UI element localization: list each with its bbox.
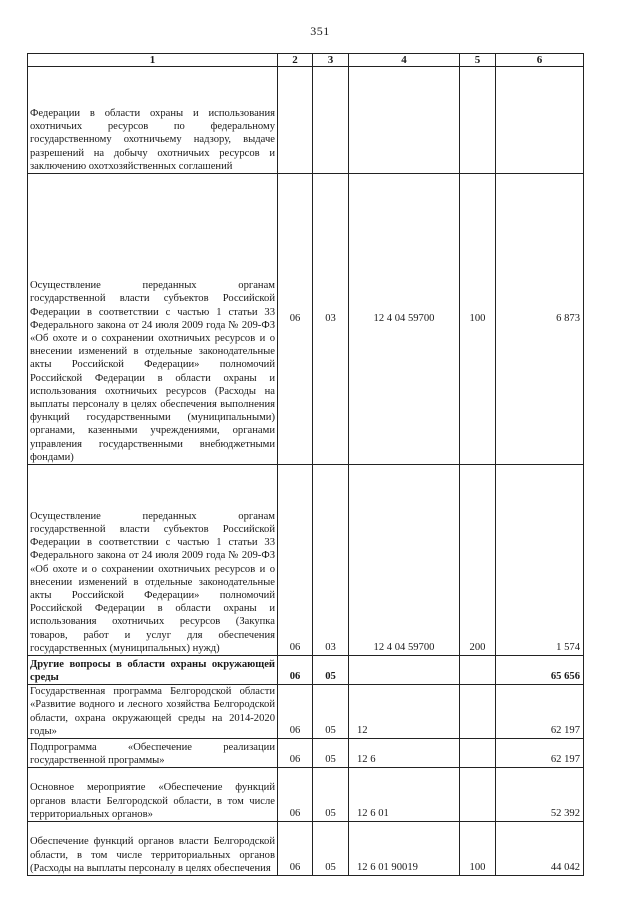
page-number: 351 — [310, 24, 330, 38]
budget-table — [27, 53, 584, 876]
row-target-article: 12 6 — [349, 739, 460, 768]
row-amount: 44 042 — [496, 822, 584, 876]
table-header-row — [28, 54, 584, 67]
row-amount: 65 656 — [496, 656, 584, 685]
row-section: 06 — [278, 465, 313, 656]
table-row — [28, 685, 584, 739]
row-section: 06 — [278, 174, 313, 465]
row-section: 06 — [278, 739, 313, 768]
row-subsection: 03 — [313, 174, 349, 465]
row-subsection: 05 — [313, 822, 349, 876]
row-target-article: 12 — [349, 685, 460, 739]
row-section: 06 — [278, 685, 313, 739]
row-description: Осуществление переданных органам государственной власти субъектов Российской Федерации в соответствии с частью 1 статьи 33 Федерального закона от 24 июля 2009 года № 209-ФЗ «Об охоте и о сохранении охотничьих ресурсов и о внесении изменений в отдельные законодательные акты Российской Федерации» полномочий Российской Федерации в области охраны и использования охотничьих ресурсов (Расходы на выплаты персоналу в целях обеспечения выполнения функций государственными (муниципальными) органами, казенными учреждениями, органами управления государственными внебюджетными фондами) — [28, 174, 278, 465]
row-section — [278, 67, 313, 174]
table-row — [28, 768, 584, 822]
row-target-article: 12 6 01 — [349, 768, 460, 822]
row-target-article — [349, 67, 460, 174]
row-subsection: 05 — [313, 739, 349, 768]
row-expense-type — [460, 685, 496, 739]
row-subsection: 05 — [313, 685, 349, 739]
row-target-article: 12 6 01 90019 — [349, 822, 460, 876]
row-amount: 6 873 — [496, 174, 584, 465]
row-target-article — [349, 656, 460, 685]
row-section: 06 — [278, 768, 313, 822]
row-expense-type — [460, 739, 496, 768]
row-subsection: 05 — [313, 768, 349, 822]
row-expense-type: 100 — [460, 822, 496, 876]
row-description: Обеспечение функций органов власти Белгородской области, в том числе территориальных органов (Расходы на выплаты персоналу в целях обеспечения — [28, 822, 278, 876]
row-expense-type: 200 — [460, 465, 496, 656]
row-amount — [496, 67, 584, 174]
row-expense-type — [460, 656, 496, 685]
table-row — [28, 174, 584, 465]
row-section: 06 — [278, 822, 313, 876]
row-description: Государственная программа Белгородской области «Развитие водного и лесного хозяйства Белгородской области, охрана окружающей среды на 2014-2020 годы» — [28, 685, 278, 739]
header-col-6: 6 — [496, 54, 584, 67]
row-target-article: 12 4 04 59700 — [349, 174, 460, 465]
header-col-1: 1 — [28, 54, 278, 67]
row-subsection: 05 — [313, 656, 349, 685]
row-amount: 62 197 — [496, 739, 584, 768]
row-description: Подпрограмма «Обеспечение реализации государственной программы» — [28, 739, 278, 768]
table-row — [28, 465, 584, 656]
table-row — [28, 822, 584, 876]
row-subsection: 03 — [313, 465, 349, 656]
row-description: Осуществление переданных органам государственной власти субъектов Российской Федерации в соответствии с частью 1 статьи 33 Федерального закона от 24 июля 2009 года № 209-ФЗ «Об охоте и о сохранении охотничьих ресурсов и о внесении изменений в отдельные законодательные акты Российской Федерации» полномочий Российской Федерации в области охраны и использования охотничьих ресурсов (Закупка товаров, работ и услуг для обеспечения государственных (муниципальных) нужд) — [28, 465, 278, 656]
row-description: Другие вопросы в области охраны окружающей среды — [28, 656, 278, 685]
row-target-article: 12 4 04 59700 — [349, 465, 460, 656]
row-section: 06 — [278, 656, 313, 685]
row-expense-type — [460, 768, 496, 822]
row-amount: 62 197 — [496, 685, 584, 739]
table-row — [28, 656, 584, 685]
row-subsection — [313, 67, 349, 174]
row-expense-type: 100 — [460, 174, 496, 465]
header-col-2: 2 — [278, 54, 313, 67]
header-col-3: 3 — [313, 54, 349, 67]
row-amount: 1 574 — [496, 465, 584, 656]
row-description: Федерации в области охраны и использования охотничьих ресурсов по федеральному государственному охотничьему надзору, выдаче разрешений на добычу охотничьих ресурсов и заключению охотхозяйственных соглашений — [28, 67, 278, 174]
row-description: Основное мероприятие «Обеспечение функций органов власти Белгородской области, в том числе территориальных органов» — [28, 768, 278, 822]
header-col-4: 4 — [349, 54, 460, 67]
row-amount: 52 392 — [496, 768, 584, 822]
header-col-5: 5 — [460, 54, 496, 67]
table-row — [28, 739, 584, 768]
row-expense-type — [460, 67, 496, 174]
table-row — [28, 67, 584, 174]
